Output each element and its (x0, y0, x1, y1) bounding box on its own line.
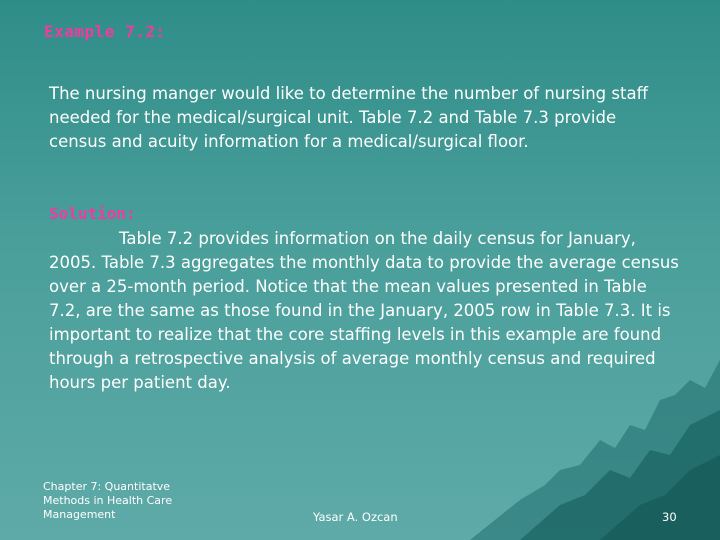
solution-paragraph (49, 227, 679, 395)
intro-paragraph: The nursing manger would like to determine the number of nursing staff needed for the medical/surgical unit. Table 7.2 and Table 7.3 provide census and acuity information for a medical/surgical floor. (49, 84, 648, 151)
page-number: 30 (662, 510, 677, 524)
solution-text: Table 7.2 provides information on the daily census for January, 2005. Table 7.3 aggregates the monthly data to provide the average census over a 25-month period. Notice that the mean values presented in Table 7.2, are the same as those found in the January, 2005 row in Table 7.3. It is important to realize that the core staffing levels in this example are found through a retrospective analysis of average monthly census and required hours per patient day. (49, 229, 679, 392)
footer-author: Yasar A. Ozcan (313, 510, 398, 524)
slide-title: Example 7.2: (44, 22, 166, 41)
solution-heading: Solution: (49, 204, 136, 223)
footer-course-title: Chapter 7: Quantitatve Methods in Health Care Management (43, 480, 173, 521)
